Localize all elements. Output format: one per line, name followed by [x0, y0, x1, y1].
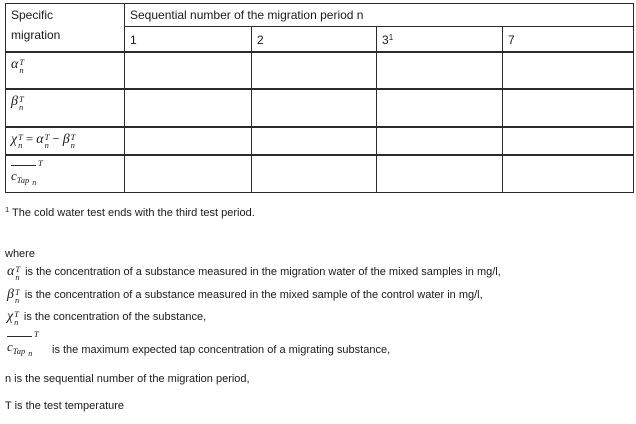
cbar-sup: T: [38, 158, 43, 168]
table-cell-empty: [377, 155, 503, 192]
table-cell-empty: [125, 127, 252, 155]
table-cell-empty: [125, 89, 252, 127]
chi-equation-cell: [6, 127, 125, 155]
header-row-1: [6, 4, 634, 27]
specific-migration-table: [5, 3, 634, 193]
overline-bar: [11, 165, 36, 166]
where-label: where: [5, 247, 35, 260]
definition-text: is the maximum expected tap concentration of a migrating substance,: [52, 343, 391, 356]
equals-sign: =: [25, 131, 34, 146]
period-footnote-marker: 1: [388, 33, 394, 42]
table-cell-empty: [503, 127, 634, 155]
definition-text: is the concentration of a substance measured in the mixed sample of the control water in mg/l,: [24, 288, 483, 301]
table-cell-empty: [252, 52, 377, 89]
beta-sub: n: [18, 102, 24, 112]
table-cell-empty: [125, 155, 252, 192]
overline-bar: [7, 336, 32, 337]
beta-sup: T: [18, 94, 24, 104]
definition-cbar: [7, 328, 636, 358]
cbar-base: c: [11, 168, 17, 183]
period-column-7: [503, 27, 634, 53]
beta-symbol-cell: [6, 89, 125, 127]
beta-symbol: [11, 94, 24, 112]
cbar-sub-label: Tap: [16, 175, 30, 185]
alpha-symbol: α T n: [7, 263, 21, 282]
table-row-beta: [6, 89, 634, 127]
cbar-sub-index: n: [32, 178, 37, 187]
table-row-cbar: [6, 155, 634, 192]
definition-chi: [7, 310, 636, 326]
table-cell-empty: [125, 52, 252, 89]
definition-text: is the concentration of the substance,: [23, 310, 207, 323]
period-column-2: [252, 27, 377, 53]
table-row-alpha: [6, 52, 634, 89]
definition-alpha: [7, 265, 636, 281]
alpha-base: α: [11, 57, 19, 72]
period-label: 3: [382, 33, 389, 47]
cbar-symbol-cell: [6, 155, 125, 192]
row-header-line2: migration: [11, 28, 61, 42]
alpha-sup: T: [19, 57, 25, 67]
definition-beta: [7, 288, 636, 304]
alpha-symbol-cell: [6, 52, 125, 89]
period-label: 2: [257, 33, 264, 47]
beta-base: β: [11, 94, 18, 109]
table-cell-empty: [503, 155, 634, 192]
table-cell-empty: [377, 127, 503, 155]
period-column-1: [125, 27, 252, 53]
table-cell-empty: [503, 89, 634, 127]
period-column-3: [377, 27, 503, 53]
table-footnote: [5, 203, 636, 220]
row-header-line1: Specific: [11, 8, 54, 22]
table-row-chi-equation: [6, 127, 634, 155]
chi-equation: χ T n = α T n − β T n: [11, 131, 76, 150]
beta-symbol: β T n: [7, 286, 20, 305]
alpha-sub: n: [19, 65, 24, 75]
minus-sign: −: [52, 131, 60, 146]
table-cell-empty: [252, 89, 377, 127]
span-header-cell: Sequential number of the migration period n: [125, 4, 634, 27]
table-cell-empty: [252, 155, 377, 192]
table-cell-empty: [377, 89, 503, 127]
cbar-symbol: T $c_{Tap}$ $_n$: [7, 328, 39, 358]
alpha-symbol: [11, 57, 25, 75]
period-label: 1: [130, 33, 137, 47]
chi-symbol: χ T n: [7, 308, 19, 327]
definition-n: n is the sequential number of the migration period,: [5, 372, 250, 385]
cbar-symbol: [11, 157, 51, 187]
definition-text: is the concentration of a substance measured in the migration water of the mixed samples in mg/l,: [25, 265, 501, 278]
row-header-cell: [6, 4, 125, 53]
table-cell-empty: [377, 52, 503, 89]
footnote-marker: 1: [5, 204, 10, 214]
definition-t: T is the test temperature: [5, 399, 125, 412]
chi-base: χ: [11, 132, 18, 147]
period-label: 7: [508, 33, 515, 47]
footnote-text: The cold water test ends with the third test period.: [12, 206, 255, 219]
table-cell-empty: [503, 52, 634, 89]
table-cell-empty: [252, 127, 377, 155]
